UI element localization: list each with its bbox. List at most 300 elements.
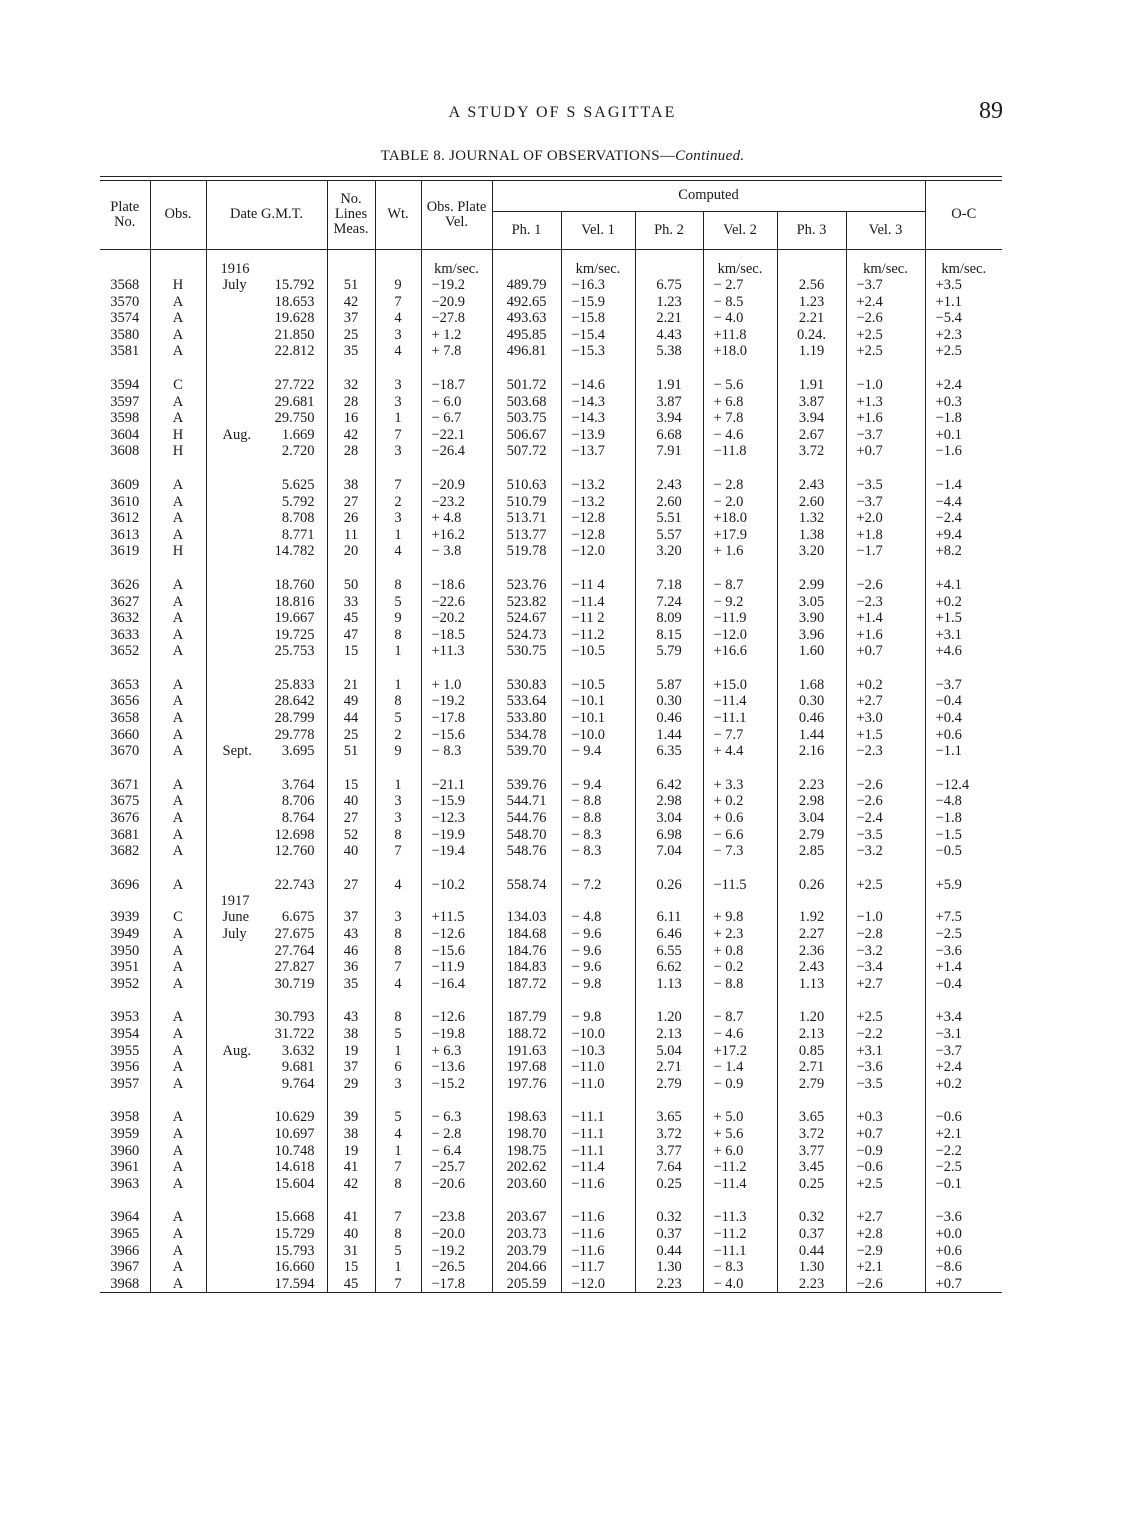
lines-measured-cell: 28 <box>327 394 375 411</box>
vel-3-cell: −2.6 <box>846 310 925 327</box>
date-cell <box>206 1026 327 1043</box>
weight-cell: 5 <box>375 594 421 611</box>
lines-measured-cell: 52 <box>327 827 375 844</box>
date-cell <box>206 443 327 460</box>
vel-1-cell: −15.9 <box>561 294 635 311</box>
o-c-cell: +5.9 <box>935 876 962 893</box>
phase-1-cell: 191.63 <box>492 1043 561 1060</box>
phase-2-cell: 0.26 <box>635 877 703 894</box>
weight-cell: 8 <box>375 577 421 594</box>
table-row <box>100 1109 1002 1126</box>
phase-1-cell: 530.75 <box>492 643 561 660</box>
phase-1-cell: 513.71 <box>492 510 561 527</box>
phase-1-cell: 492.65 <box>492 294 561 311</box>
date-cell <box>206 377 327 394</box>
vel-2-cell: −11.8 <box>703 443 777 460</box>
vel-2-cell: − 2.7 <box>703 277 777 294</box>
year-label: 1917 <box>206 893 327 909</box>
o-c-cell: +3.5 <box>935 277 962 293</box>
vel-3-cell: −2.6 <box>846 793 925 810</box>
phase-1-cell: 197.68 <box>492 1059 561 1076</box>
obs-plate-vel-cell: −22.6 <box>421 594 492 611</box>
phase-2-cell: 7.24 <box>635 594 703 611</box>
obs-plate-vel-cell: −17.8 <box>421 710 492 727</box>
plate-no-cell: 3939 <box>100 909 150 926</box>
table-row <box>100 1009 1002 1026</box>
phase-3-cell: 3.04 <box>777 810 846 827</box>
obs-plate-vel-cell: −25.7 <box>421 1159 492 1176</box>
date-cell <box>206 926 327 943</box>
plate-no-cell: 3594 <box>100 377 150 394</box>
observer-cell: A <box>150 1109 206 1126</box>
vel-2-cell: −11.5 <box>703 877 777 894</box>
table-row <box>100 777 1002 794</box>
phase-1-cell: 539.70 <box>492 743 561 760</box>
phase-2-cell: 2.21 <box>635 310 703 327</box>
observer-cell: A <box>150 1009 206 1026</box>
day-value: 2.720 <box>281 443 315 460</box>
vel-1-cell: − 8.3 <box>561 843 635 860</box>
day-value: 27.675 <box>274 926 315 942</box>
table-row <box>100 926 1002 943</box>
vel-3-cell: −3.7 <box>846 494 925 511</box>
plate-no-cell: 3619 <box>100 543 150 560</box>
o-c-cell: +7.5 <box>935 909 962 926</box>
month-label: Aug. <box>222 1042 252 1059</box>
vel-1-cell: −11.7 <box>561 1259 635 1276</box>
observer-cell: A <box>150 727 206 744</box>
lines-measured-cell: 43 <box>327 1009 375 1026</box>
vel-2-cell: + 0.8 <box>703 943 777 960</box>
phase-3-cell: 1.68 <box>777 677 846 694</box>
date-cell <box>206 1276 327 1293</box>
lines-measured-cell: 36 <box>327 959 375 976</box>
phase-1-cell: 204.66 <box>492 1259 561 1276</box>
vel-3-cell: +2.5 <box>846 877 925 894</box>
o-c-cell: +0.6 <box>935 1242 962 1259</box>
vel-3-cell: +0.3 <box>846 1109 925 1126</box>
o-c-cell: +0.4 <box>935 710 962 727</box>
weight-cell: 8 <box>375 1226 421 1243</box>
lines-measured-cell: 40 <box>327 1226 375 1243</box>
day-value: 15.668 <box>274 1209 315 1226</box>
obs-plate-vel-cell: −19.2 <box>421 693 492 710</box>
vel-1-cell: −13.2 <box>561 477 635 494</box>
plate-no-cell: 3966 <box>100 1243 150 1260</box>
o-c-cell: −1.4 <box>935 476 962 493</box>
lines-measured-cell: 42 <box>327 427 375 444</box>
observer-cell: A <box>150 976 206 993</box>
lines-measured-cell: 45 <box>327 610 375 627</box>
vel-1-cell: −12.0 <box>561 1276 635 1293</box>
phase-2-cell: 0.46 <box>635 710 703 727</box>
lines-measured-cell: 38 <box>327 477 375 494</box>
plate-no-cell: 3968 <box>100 1276 150 1293</box>
lines-measured-cell: 37 <box>327 1059 375 1076</box>
weight-cell: 3 <box>375 510 421 527</box>
phase-3-cell: 1.91 <box>777 377 846 394</box>
day-value: 3.632 <box>281 1042 315 1059</box>
phase-2-cell: 6.42 <box>635 777 703 794</box>
o-c-cell: −0.4 <box>935 975 962 992</box>
table-row <box>100 627 1002 644</box>
lines-measured-cell: 15 <box>327 643 375 660</box>
obs-plate-vel-cell: −17.8 <box>421 1276 492 1293</box>
weight-cell: 4 <box>375 1126 421 1143</box>
table-row <box>100 943 1002 960</box>
phase-3-cell: 0.25 <box>777 1176 846 1193</box>
date-cell <box>206 277 327 294</box>
o-c-cell: −2.5 <box>935 926 962 942</box>
o-c-cell: +0.2 <box>935 1075 962 1092</box>
weight-cell: 7 <box>375 294 421 311</box>
phase-3-cell: 2.85 <box>777 843 846 860</box>
phase-1-cell: 184.68 <box>492 926 561 943</box>
lines-measured-cell: 41 <box>327 1159 375 1176</box>
vel-2-cell: −11.3 <box>703 1209 777 1226</box>
phase-2-cell: 1.23 <box>635 294 703 311</box>
phase-2-cell: 8.09 <box>635 610 703 627</box>
vel-3-cell: +2.7 <box>846 693 925 710</box>
phase-1-cell: 496.81 <box>492 343 561 360</box>
table-row <box>100 1209 1002 1226</box>
vel-3-cell: +2.8 <box>846 1226 925 1243</box>
vel-3-cell: +2.0 <box>846 510 925 527</box>
phase-3-cell: 3.94 <box>777 410 846 427</box>
phase-3-cell: 2.43 <box>777 959 846 976</box>
plate-no-cell: 3953 <box>100 1009 150 1026</box>
observer-cell: A <box>150 843 206 860</box>
weight-cell: 3 <box>375 394 421 411</box>
phase-1-cell: 544.71 <box>492 793 561 810</box>
date-cell <box>206 327 327 344</box>
day-value: 27.764 <box>274 942 315 959</box>
lines-measured-cell: 25 <box>327 727 375 744</box>
observer-cell: C <box>150 909 206 926</box>
obs-plate-vel-cell: −16.4 <box>421 976 492 993</box>
lines-measured-cell: 49 <box>327 693 375 710</box>
obs-plate-vel-cell: − 6.3 <box>421 1109 492 1126</box>
vel-1-cell: − 9.4 <box>561 743 635 760</box>
vel-2-cell: − 7.3 <box>703 843 777 860</box>
vel-2-cell: − 6.6 <box>703 827 777 844</box>
phase-2-cell: 6.68 <box>635 427 703 444</box>
lines-measured-cell: 27 <box>327 494 375 511</box>
vel-3-cell: +0.7 <box>846 443 925 460</box>
table-row <box>100 959 1002 976</box>
table-row <box>100 577 1002 594</box>
observer-cell: A <box>150 827 206 844</box>
table-row <box>100 294 1002 311</box>
header-wt: Wt. <box>375 181 421 249</box>
weight-cell: 7 <box>375 477 421 494</box>
vel-1-cell: −11.4 <box>561 594 635 611</box>
phase-2-cell: 7.04 <box>635 843 703 860</box>
weight-cell: 5 <box>375 1109 421 1126</box>
weight-cell: 8 <box>375 926 421 943</box>
day-value: 22.812 <box>274 343 315 360</box>
day-value: 15.729 <box>274 1225 315 1242</box>
date-cell <box>206 793 327 810</box>
observer-cell: A <box>150 677 206 694</box>
table-row <box>100 1159 1002 1176</box>
table-body <box>100 249 1002 1293</box>
plate-no-cell: 3652 <box>100 643 150 660</box>
lines-measured-cell: 47 <box>327 627 375 644</box>
phase-3-cell: 2.23 <box>777 777 846 794</box>
plate-no-cell: 3671 <box>100 777 150 794</box>
plate-no-cell: 3950 <box>100 943 150 960</box>
vel-2-cell: + 0.2 <box>703 793 777 810</box>
plate-no-cell: 3958 <box>100 1109 150 1126</box>
vel-2-cell: − 4.0 <box>703 1276 777 1293</box>
vel-2-cell: +18.0 <box>703 510 777 527</box>
vel-2-cell: − 8.3 <box>703 1259 777 1276</box>
vel-3-cell: −3.6 <box>846 1059 925 1076</box>
lines-measured-cell: 51 <box>327 277 375 294</box>
vel-2-cell: − 8.7 <box>703 577 777 594</box>
vel-1-cell: − 8.8 <box>561 793 635 810</box>
phase-3-cell: 1.19 <box>777 343 846 360</box>
date-cell <box>206 1226 327 1243</box>
vel-2-cell: −11.2 <box>703 1159 777 1176</box>
o-c-cell: −0.5 <box>935 843 962 860</box>
observer-cell: A <box>150 810 206 827</box>
day-value: 29.750 <box>274 410 315 427</box>
obs-plate-vel-cell: −20.0 <box>421 1226 492 1243</box>
phase-2-cell: 1.30 <box>635 1259 703 1276</box>
vel-1-cell: −11.2 <box>561 627 635 644</box>
weight-cell: 4 <box>375 976 421 993</box>
day-value: 10.629 <box>274 1109 315 1126</box>
running-head: A STUDY OF S SAGITTAE <box>448 104 677 121</box>
o-c-cell: +0.2 <box>935 593 962 610</box>
unit-obs-vel: km/sec. <box>421 261 492 277</box>
phase-1-cell: 198.75 <box>492 1143 561 1160</box>
phase-3-cell: 3.20 <box>777 543 846 560</box>
table-row <box>100 693 1002 710</box>
phase-3-cell: 2.16 <box>777 743 846 760</box>
plate-no-cell: 3608 <box>100 443 150 460</box>
weight-cell: 4 <box>375 343 421 360</box>
observer-cell: H <box>150 443 206 460</box>
observer-cell: H <box>150 427 206 444</box>
o-c-cell: +3.4 <box>935 1009 962 1026</box>
obs-plate-vel-cell: − 2.8 <box>421 1126 492 1143</box>
obs-plate-vel-cell: −22.1 <box>421 427 492 444</box>
weight-cell: 3 <box>375 909 421 926</box>
weight-cell: 9 <box>375 610 421 627</box>
lines-measured-cell: 21 <box>327 677 375 694</box>
vel-3-cell: −3.5 <box>846 1076 925 1093</box>
day-value: 25.833 <box>274 676 315 693</box>
o-c-cell: −3.1 <box>935 1025 962 1042</box>
date-cell <box>206 294 327 311</box>
table-row <box>100 827 1002 844</box>
observer-cell: A <box>150 394 206 411</box>
phase-1-cell: 548.70 <box>492 827 561 844</box>
day-value: 5.792 <box>281 493 315 510</box>
vel-1-cell: −10.1 <box>561 693 635 710</box>
observer-cell: A <box>150 327 206 344</box>
day-value: 15.792 <box>274 277 315 293</box>
obs-plate-vel-cell: + 1.0 <box>421 677 492 694</box>
vel-1-cell: −10.5 <box>561 643 635 660</box>
phase-1-cell: 501.72 <box>492 377 561 394</box>
date-cell <box>206 1209 327 1226</box>
phase-3-cell: 2.21 <box>777 310 846 327</box>
phase-1-cell: 187.72 <box>492 976 561 993</box>
phase-3-cell: 1.23 <box>777 294 846 311</box>
day-value: 9.681 <box>281 1059 315 1076</box>
day-value: 1.669 <box>281 426 315 443</box>
obs-plate-vel-cell: −20.9 <box>421 294 492 311</box>
vel-1-cell: − 9.6 <box>561 926 635 943</box>
lines-measured-cell: 40 <box>327 843 375 860</box>
o-c-cell: −2.2 <box>935 1142 962 1159</box>
date-cell <box>206 943 327 960</box>
table-row <box>100 510 1002 527</box>
vel-1-cell: −11.6 <box>561 1226 635 1243</box>
o-c-cell: −4.8 <box>935 793 962 810</box>
date-cell <box>206 1076 327 1093</box>
vel-3-cell: −3.5 <box>846 477 925 494</box>
lines-measured-cell: 15 <box>327 777 375 794</box>
day-value: 29.681 <box>274 393 315 410</box>
phase-2-cell: 6.55 <box>635 943 703 960</box>
day-value: 12.698 <box>274 826 315 843</box>
vel-3-cell: +3.1 <box>846 1043 925 1060</box>
lines-measured-cell: 37 <box>327 909 375 926</box>
plate-no-cell: 3676 <box>100 810 150 827</box>
date-cell <box>206 777 327 794</box>
o-c-cell: −3.6 <box>935 942 962 959</box>
weight-cell: 7 <box>375 1159 421 1176</box>
weight-cell: 3 <box>375 443 421 460</box>
o-c-cell: +1.4 <box>935 959 962 976</box>
date-cell <box>206 510 327 527</box>
date-cell <box>206 577 327 594</box>
phase-1-cell: 203.60 <box>492 1176 561 1193</box>
day-value: 14.782 <box>274 543 315 560</box>
observer-cell: A <box>150 1209 206 1226</box>
date-cell <box>206 1109 327 1126</box>
observer-cell: A <box>150 494 206 511</box>
vel-3-cell: −0.9 <box>846 1143 925 1160</box>
group-spacer <box>100 660 1002 677</box>
table-row <box>100 1126 1002 1143</box>
weight-cell: 1 <box>375 1043 421 1060</box>
weight-cell: 9 <box>375 277 421 294</box>
observer-cell: A <box>150 1026 206 1043</box>
observer-cell: A <box>150 627 206 644</box>
weight-cell: 8 <box>375 627 421 644</box>
phase-1-cell: 523.82 <box>492 594 561 611</box>
day-value: 14.618 <box>274 1159 315 1176</box>
table-row <box>100 494 1002 511</box>
phase-3-cell: 3.72 <box>777 1126 846 1143</box>
lines-measured-cell: 20 <box>327 543 375 560</box>
lines-measured-cell: 37 <box>327 310 375 327</box>
phase-2-cell: 0.37 <box>635 1226 703 1243</box>
vel-3-cell: −3.2 <box>846 843 925 860</box>
observer-cell: A <box>150 477 206 494</box>
phase-2-cell: 0.44 <box>635 1243 703 1260</box>
vel-2-cell: + 5.0 <box>703 1109 777 1126</box>
date-cell <box>206 477 327 494</box>
phase-3-cell: 2.60 <box>777 494 846 511</box>
phase-1-cell: 187.79 <box>492 1009 561 1026</box>
date-cell <box>206 710 327 727</box>
vel-3-cell: −2.4 <box>846 810 925 827</box>
group-spacer <box>100 860 1002 877</box>
table-row <box>100 909 1002 926</box>
group-spacer <box>100 1192 1002 1209</box>
vel-2-cell: + 4.4 <box>703 743 777 760</box>
day-value: 8.708 <box>281 510 315 527</box>
vel-3-cell: +1.6 <box>846 410 925 427</box>
weight-cell: 8 <box>375 943 421 960</box>
vel-2-cell: − 2.0 <box>703 494 777 511</box>
month-label: July <box>222 277 247 293</box>
header-vel1: Vel. 1 <box>561 211 635 249</box>
o-c-cell: −8.6 <box>935 1259 962 1276</box>
weight-cell: 3 <box>375 810 421 827</box>
phase-2-cell: 1.91 <box>635 377 703 394</box>
group-spacer <box>100 992 1002 1009</box>
observer-cell: A <box>150 710 206 727</box>
table-row <box>100 976 1002 993</box>
vel-2-cell: + 1.6 <box>703 543 777 560</box>
vel-3-cell: −2.6 <box>846 1276 925 1293</box>
plate-no-cell: 3955 <box>100 1043 150 1060</box>
phase-1-cell: 198.63 <box>492 1109 561 1126</box>
phase-1-cell: 513.77 <box>492 527 561 544</box>
phase-3-cell: 0.85 <box>777 1043 846 1060</box>
phase-2-cell: 6.62 <box>635 959 703 976</box>
o-c-cell: +0.6 <box>935 726 962 743</box>
day-value: 6.675 <box>281 909 315 926</box>
o-c-cell: +2.1 <box>935 1125 962 1142</box>
table-row <box>100 594 1002 611</box>
plate-no-cell: 3952 <box>100 976 150 993</box>
lines-measured-cell: 26 <box>327 510 375 527</box>
date-cell <box>206 1259 327 1276</box>
plate-no-cell: 3951 <box>100 959 150 976</box>
lines-measured-cell: 27 <box>327 877 375 894</box>
date-cell <box>206 1043 327 1060</box>
lines-measured-cell: 44 <box>327 710 375 727</box>
date-cell <box>206 976 327 993</box>
date-cell <box>206 643 327 660</box>
vel-1-cell: −10.5 <box>561 677 635 694</box>
phase-2-cell: 5.79 <box>635 643 703 660</box>
plate-no-cell: 3653 <box>100 677 150 694</box>
vel-1-cell: −12.8 <box>561 527 635 544</box>
weight-cell: 1 <box>375 643 421 660</box>
header-ph1: Ph. 1 <box>492 211 561 249</box>
phase-1-cell: 506.67 <box>492 427 561 444</box>
plate-no-cell: 3598 <box>100 410 150 427</box>
o-c-cell: +1.1 <box>935 293 962 310</box>
phase-2-cell: 2.23 <box>635 1276 703 1293</box>
table-row <box>100 1076 1002 1093</box>
lines-measured-cell: 27 <box>327 810 375 827</box>
phase-3-cell: 1.44 <box>777 727 846 744</box>
date-cell <box>206 594 327 611</box>
plate-no-cell: 3959 <box>100 1126 150 1143</box>
phase-1-cell: 510.63 <box>492 477 561 494</box>
